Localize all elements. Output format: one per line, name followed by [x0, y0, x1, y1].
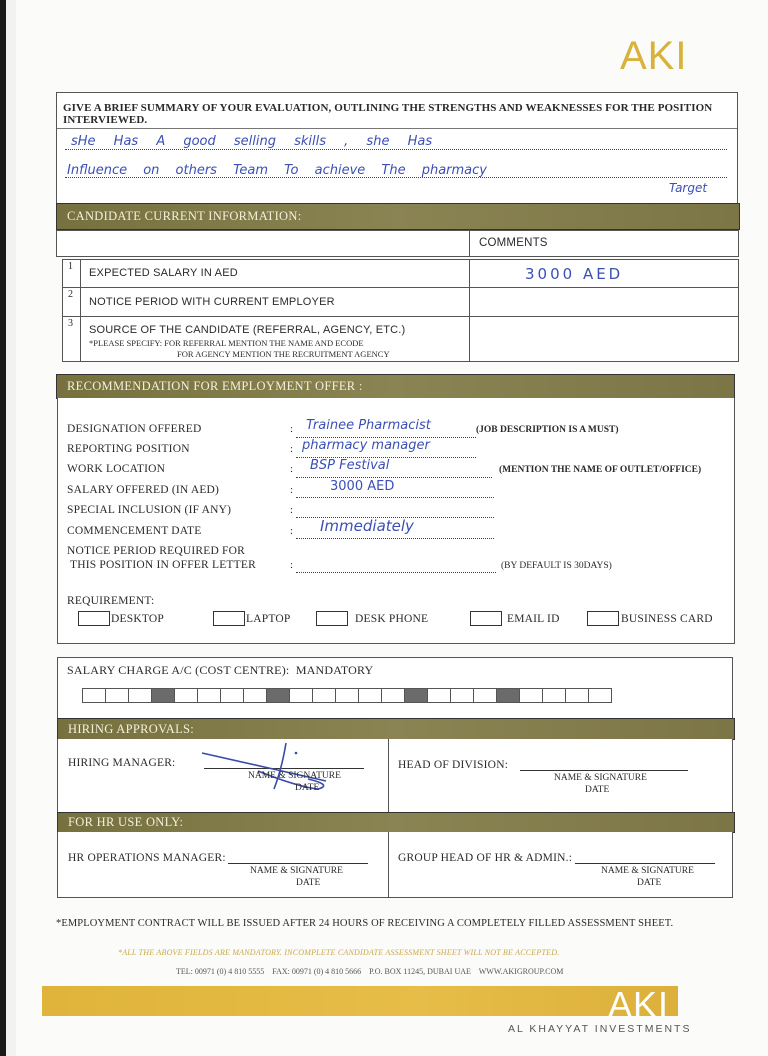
contact-info: TEL: 00971 (0) 4 810 5555 FAX: 00971 (0) 4 810 5666 P.O. BOX 11245, DUBAI UAE WWW.AKIGROUP.COM — [176, 967, 564, 976]
notice-period-comment[interactable] — [469, 287, 739, 317]
summary-line-2[interactable]: Influence on others Team To achieve The pharmacy — [67, 163, 487, 178]
recommendation-section-header — [56, 374, 735, 399]
hr-operations-manager-label: HR OPERATIONS MANAGER: — [68, 852, 226, 864]
cost-centre-box — [57, 657, 733, 719]
summary-line-1[interactable]: sHe Has A good selling skills , she Has — [71, 134, 433, 149]
footer-brand-band — [42, 986, 678, 1016]
scan-edge-shadow — [6, 0, 16, 1056]
cost-centre-input[interactable] — [82, 688, 612, 703]
cost-centre-separator-cell — [266, 688, 290, 703]
cost-centre-digit-cell[interactable] — [473, 688, 497, 703]
requirement-label: REQUIREMENT: — [67, 595, 155, 607]
cost-centre-separator-cell — [404, 688, 428, 703]
cost-centre-digit-cell[interactable] — [289, 688, 313, 703]
summary-line-3[interactable]: Target — [669, 181, 708, 195]
work-location-value[interactable]: BSP Festival — [310, 458, 390, 473]
reporting-position-value[interactable]: pharmacy manager — [302, 438, 430, 453]
source-note-agency: FOR AGENCY MENTION THE RECRUITMENT AGENCY — [177, 349, 390, 359]
cost-centre-digit-cell[interactable] — [519, 688, 543, 703]
hr-section-title: FOR HR USE ONLY: — [68, 815, 184, 829]
cost-centre-digit-cell[interactable] — [542, 688, 566, 703]
expected-salary-comment[interactable]: 3000 AED — [469, 259, 739, 288]
head-of-division-signature-line[interactable] — [520, 770, 688, 771]
source-note-referral: *PLEASE SPECIFY: FOR REFERRAL MENTION THE NAME AND ECODE — [89, 338, 364, 348]
candidate-section-title: CANDIDATE CURRENT INFORMATION: — [67, 209, 302, 223]
aki-logo: AKI — [620, 34, 688, 78]
summary-heading: GIVE A BRIEF SUMMARY OF YOUR EVALUATION, OUTLINING THE STRENGTHS AND WEAKNESSES FOR THE POSITION INTERVIEWED. — [63, 102, 713, 126]
desktop-checkbox[interactable] — [78, 611, 110, 626]
candidate-section-header — [56, 203, 740, 230]
recommendation-section-title: RECOMMENDATION FOR EMPLOYMENT OFFER : — [67, 379, 363, 393]
email-id-checkbox[interactable] — [470, 611, 502, 626]
cost-centre-digit-cell[interactable] — [381, 688, 405, 703]
cost-centre-digit-cell[interactable] — [82, 688, 106, 703]
cost-centre-digit-cell[interactable] — [565, 688, 589, 703]
hiring-section-title: HIRING APPROVALS: — [68, 721, 195, 736]
company-name: AL KHAYYAT INVESTMENTS — [508, 1023, 692, 1035]
cost-centre-digit-cell[interactable] — [588, 688, 612, 703]
hr-section-header — [57, 812, 735, 833]
comments-header: COMMENTS — [469, 230, 739, 257]
expected-salary-label: EXPECTED SALARY IN AED — [89, 267, 238, 279]
source-comment[interactable] — [469, 316, 739, 362]
desk-phone-checkbox[interactable] — [316, 611, 348, 626]
cost-centre-digit-cell[interactable] — [358, 688, 382, 703]
cost-centre-digit-cell[interactable] — [174, 688, 198, 703]
cost-centre-digit-cell[interactable] — [220, 688, 244, 703]
hr-approvals-box: HR OPERATIONS MANAGER: NAME & SIGNATURE DATE GROUP HEAD OF HR & ADMIN.: NAME & SIGNATURE DATE — [57, 832, 733, 898]
hiring-approvals-box: HIRING MANAGER: NAME & SIGNATURE DATE HEAD OF DIVISION: NAME & SIGNATURE DATE — [57, 739, 733, 813]
footer-aki-logo: AKI — [608, 984, 670, 1025]
cost-centre-digit-cell[interactable] — [243, 688, 267, 703]
contract-note: *EMPLOYMENT CONTRACT WILL BE ISSUED AFTER 24 HOURS OF RECEIVING A COMPLETELY FILLED ASSESSMENT SHEET. — [56, 918, 674, 929]
summary-box — [56, 92, 738, 204]
cost-centre-digit-cell[interactable] — [128, 688, 152, 703]
cost-centre-digit-cell[interactable] — [427, 688, 451, 703]
cost-centre-digit-cell[interactable] — [105, 688, 129, 703]
mandatory-note: *ALL THE ABOVE FIELDS ARE MANDATORY. INCOMPLETE CANDIDATE ASSESSMENT SHEET WILL NOT BE ACCEPTED. — [118, 948, 560, 957]
commencement-date-value[interactable]: Immediately — [320, 517, 414, 535]
group-head-hr-signature-line[interactable] — [575, 863, 715, 864]
salary-offered-value[interactable]: 3000 AED — [330, 479, 395, 494]
cost-centre-digit-cell[interactable] — [450, 688, 474, 703]
cost-centre-separator-cell — [151, 688, 175, 703]
hr-operations-signature-line[interactable] — [228, 863, 368, 864]
hiring-manager-label: HIRING MANAGER: — [68, 757, 176, 769]
laptop-checkbox[interactable] — [213, 611, 245, 626]
cost-centre-separator-cell — [496, 688, 520, 703]
notice-period-input[interactable] — [296, 572, 496, 573]
hiring-section-header — [57, 718, 735, 740]
cost-centre-digit-cell[interactable] — [335, 688, 359, 703]
comments-header-left — [56, 230, 470, 257]
head-of-division-label: HEAD OF DIVISION: — [398, 759, 509, 771]
business-card-checkbox[interactable] — [587, 611, 619, 626]
group-head-hr-label: GROUP HEAD OF HR & ADMIN.: — [398, 852, 573, 864]
notice-period-label: NOTICE PERIOD WITH CURRENT EMPLOYER — [89, 296, 335, 308]
cost-centre-label: SALARY CHARGE A/C (COST CENTRE): MANDATORY — [67, 663, 374, 677]
recommendation-box: DESIGNATION OFFERED : Trainee Pharmacist (JOB DESCRIPTION IS A MUST) REPORTING POSITION : pharmacy manager WORK LOCATION : BSP Festival (MENTION THE NAME OF OUTLET/OFFICE) SALARY OFFERED (IN AED) : 3000 AED SPECIAL INCLUSION (IF ANY) : COMMENCEMENT DATE : Immediately NOTICE PERIOD REQUIRED FOR THIS POSITION IN OFFER LETTER : (BY DEFAULT IS 30DAYS) REQUIREMENT: DESKTOP LAPTOP DESK PHONE EMAIL ID BUSINESS CARD — [57, 398, 735, 644]
designation-value[interactable]: Trainee Pharmacist — [306, 418, 431, 433]
cost-centre-digit-cell[interactable] — [197, 688, 221, 703]
source-label: SOURCE OF THE CANDIDATE (REFERRAL, AGENCY, ETC.) — [89, 324, 406, 336]
cost-centre-digit-cell[interactable] — [312, 688, 336, 703]
